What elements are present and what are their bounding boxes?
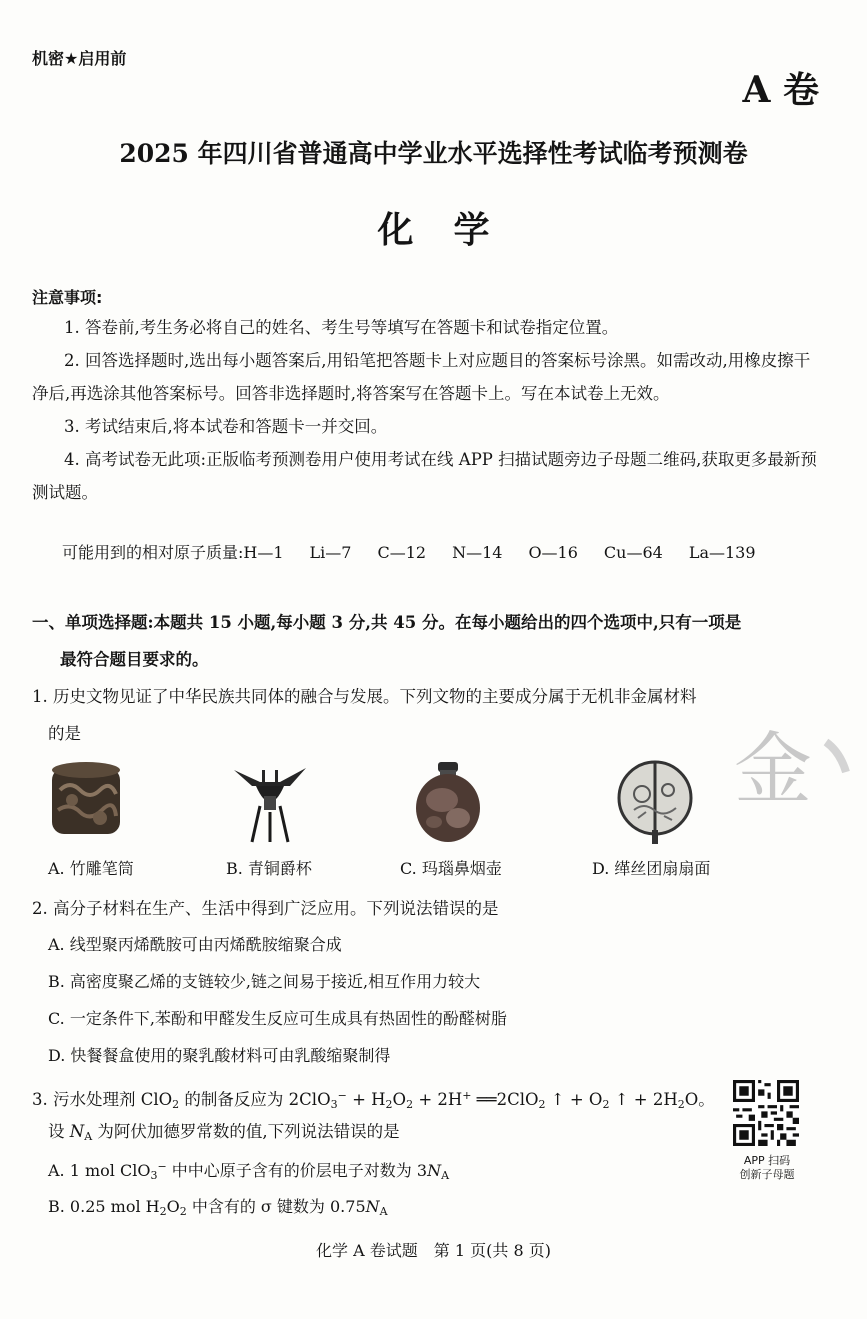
question-2-option-b: B. 高密度聚乙烯的支链较少,链之间易于接近,相互作用力较大 [48, 972, 481, 991]
watermark-text: 金 [734, 725, 813, 812]
question-1-line2: 的是 [48, 724, 81, 743]
qr-caption: APP 扫码 创新子母题 [739, 1154, 795, 1181]
atomic-mass: N—14 [452, 543, 503, 562]
question-3-option-a: A. 1 mol ClO$_3$− 中中心原子含有的价层电子对数为 $3N_A$ [48, 1160, 450, 1182]
confidential-label: 机密★启用前 [32, 49, 127, 68]
atomic-mass: C—12 [377, 543, 427, 562]
question-1-option-c: C. 玛瑙鼻烟壶 [400, 859, 502, 878]
silk-fan-image [614, 760, 696, 846]
reaction-equation: $2ClO_3^- + H_2O_2 + 2H^+$ ══2ClO$_2$ ↑ + $O_2$ ↑ + $2H_2O$。 [288, 1089, 715, 1111]
atomic-masses-label: 可能用到的相对原子质量: [62, 543, 244, 562]
notice-heading: 注意事项: [32, 288, 103, 307]
section-heading-line2: 最符合题目要求的。 [60, 650, 209, 669]
question-2-option-c: C. 一定条件下,苯酚和甲醛发生反应可生成具有热固性的酚醛树脂 [48, 1009, 507, 1028]
watermark-graphic [730, 722, 860, 812]
avogadro-symbol: N [69, 1122, 85, 1141]
question-3-stem-mid: 的制备反应为 [179, 1090, 289, 1109]
notice-item: 4. 高考试卷无此项:正版临考预测卷用户使用考试在线 APP 扫描试题旁边子母题二维码,获取更多最新预测试题。 [32, 450, 817, 502]
agate-snuff-bottle-image [412, 760, 484, 846]
atomic-masses-line [62, 540, 782, 563]
notice-item: 2. 回答选择题时,选出每小题答案后,用铅笔把答题卡上对应题目的答案标号涂黑。如需改动,用橡皮擦干净后,再选涂其他答案标号。回答非选择题时,将答案写在答题卡上。写在本试卷上无效。 [32, 351, 811, 403]
notice-item: 3. 考试结束后,将本试卷和答题卡一并交回。 [64, 417, 388, 436]
section-heading-line1: 一、单项选择题:本题共 15 小题,每小题 3 分,共 45 分。在每小题给出的四个选项中,只有一项是 [32, 613, 742, 632]
question-2-option-a: A. 线型聚丙烯酰胺可由丙烯酰胺缩聚合成 [48, 935, 342, 954]
qr-code-image[interactable] [733, 1080, 799, 1146]
question-3-stem-line2: 设 $N_A$ 为阿伏加德罗常数的值,下列说法错误的是 [48, 1122, 400, 1143]
question-2-stem: 2. 高分子材料在生产、生活中得到广泛应用。下列说法错误的是 [32, 899, 499, 918]
exam-title: 2025 年四川省普通高中学业水平选择性考试临考预测卷 [119, 139, 748, 168]
atomic-mass: O—16 [528, 543, 578, 562]
question-1-option-d: D. 缂丝团扇扇面 [592, 859, 711, 878]
atomic-mass: Li—7 [309, 543, 352, 562]
section-heading [32, 604, 832, 678]
paper-version-badge: A 卷 [742, 69, 819, 111]
bronze-jue-cup-image [230, 762, 310, 844]
question-1-stem [32, 678, 822, 752]
subject-title: 化学 [377, 209, 530, 251]
atomic-mass: H—1 [243, 543, 284, 562]
bamboo-brush-holder-image [48, 760, 124, 840]
question-3-option-b: B. 0.25 mol $H_2O_2$ 中含有的 σ 键数为 $0.75N_A$ [48, 1197, 388, 1218]
atomic-mass: Cu—64 [603, 543, 663, 562]
notice-list [32, 311, 822, 509]
question-1-option-b: B. 青铜爵杯 [226, 859, 312, 878]
atomic-mass: La—139 [688, 543, 756, 562]
question-2-option-d: D. 快餐餐盒使用的聚乳酸材料可由乳酸缩聚制得 [48, 1046, 391, 1065]
page-footer: 化学 A 卷试题 第 1 页(共 8 页) [316, 1241, 551, 1260]
question-3-stem-line1: 3. 污水处理剂 ClO$_2$ 的制备反应为 $2ClO_3^- + H_2O_2 + 2H^+$ ══2ClO$_2$ ↑ + $O_2$ ↑ + $2H_2O$。 [32, 1089, 715, 1111]
notice-item: 1. 答卷前,考生务必将自己的姓名、考生号等填写在答题卡和试卷指定位置。 [64, 318, 619, 337]
question-1-option-a: A. 竹雕笔筒 [48, 859, 134, 878]
question-3-stem-prefix: 3. 污水处理剂 ClO [32, 1090, 173, 1109]
question-1-line1: 1. 历史文物见证了中华民族共同体的融合与发展。下列文物的主要成分属于无机非金属材料 [32, 687, 697, 706]
